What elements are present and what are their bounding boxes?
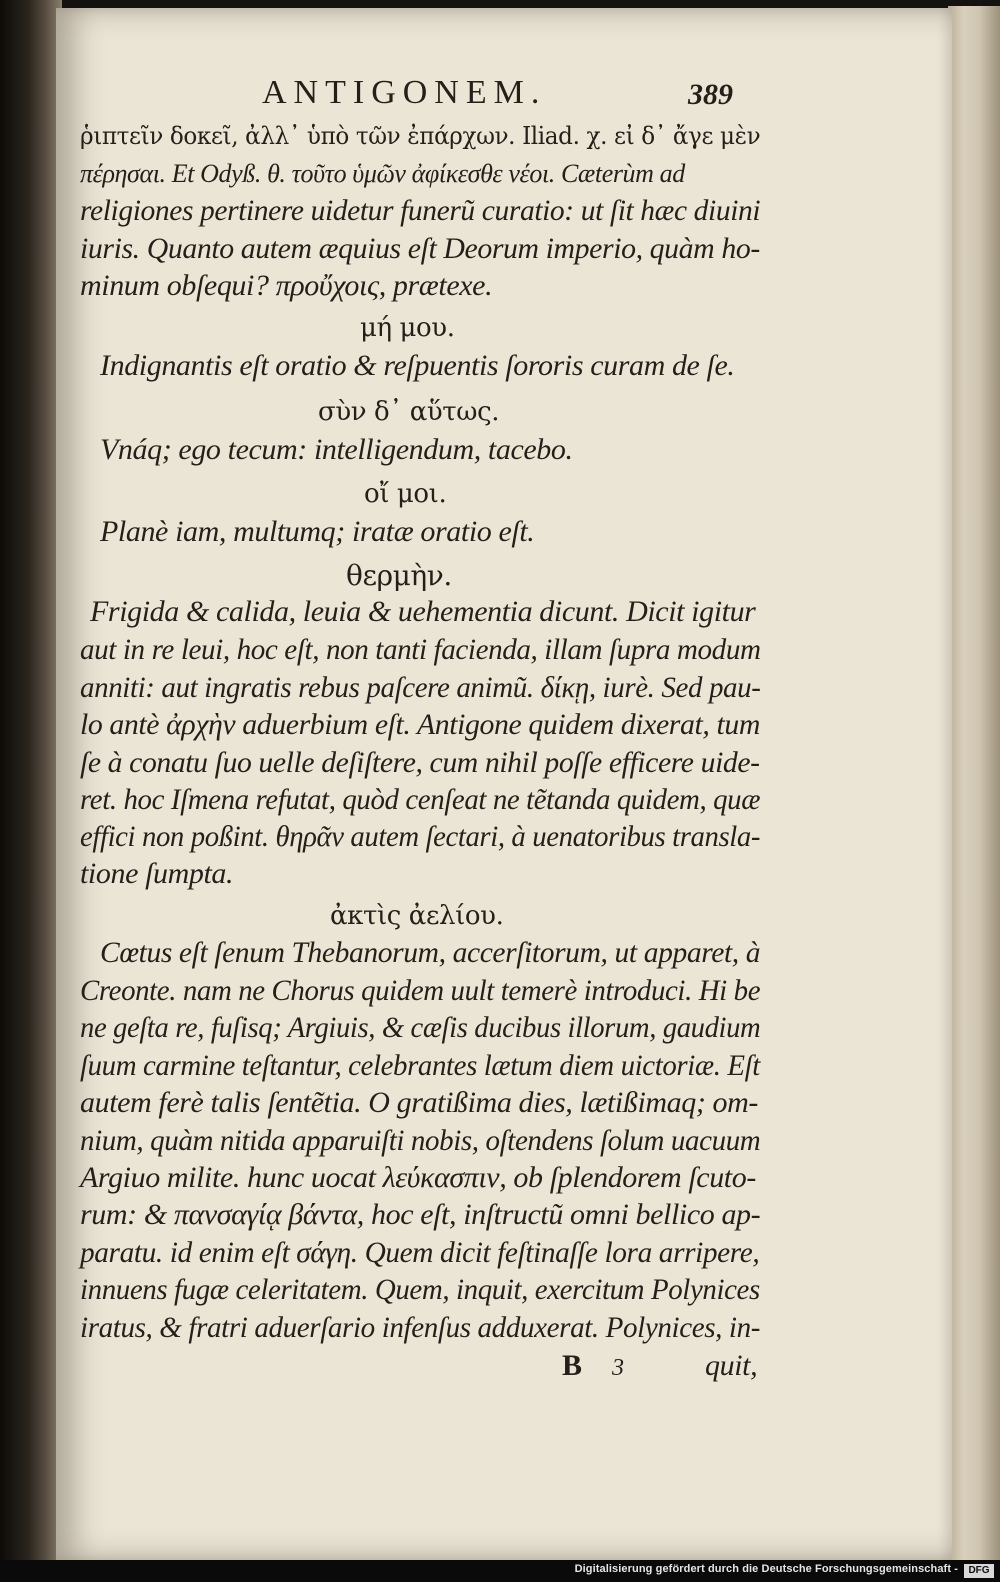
catchword: quit, [705,1349,758,1382]
text-line: tione ſumpta. [80,857,234,890]
greek-heading: ἀκτὶς ἀελίου. [330,901,504,931]
text-line: effici non poßint. θηρᾶν autem ſectari, à uenatoribus transla- [80,820,761,853]
text-line: ſe à conatu ſuo uelle deſiſtere, cum nihil poſſe efficere uide- [80,746,760,779]
signature-number: 3 [612,1355,624,1381]
text-line: aut in re leui, hoc eſt, non tanti facienda, illam ſupra modum [80,633,761,666]
greek-heading: οἴ μοι. [364,479,447,509]
scan-background-left [0,0,62,1560]
text-line: Vnáq; ego tecum: intelligendum, tacebo. [100,433,573,466]
text-line: Creonte. nam ne Chorus quidem uult temerè introduci. Hi be [80,974,761,1007]
text-line: autem ferè talis ſentẽtia. O gratißima dies, lætißimaq; om- [80,1086,759,1119]
page-number: 389 [688,78,733,111]
text-line: ſuum carmine teſtantur, celebrantes lætum diem uictoriæ. Eſt [80,1049,760,1082]
text-line: Argiuo milite. hunc uocat λεύκασπιν, ob ſplendorem ſcuto- [80,1161,756,1194]
dfg-logo: DFG [964,1564,994,1578]
text-line: minum obſequi? προὔχοις, prætexe. [80,269,493,302]
text-line: iuris. Quanto autem æquius eſt Deorum imperio, quàm ho- [80,232,760,265]
text-line: paratu. id enim eſt σάγη. Quem dicit feſtinaſſe lora arripere, [80,1236,760,1269]
text-line: Planè iam, multumq; iratæ oratio eſt. [100,515,535,548]
text-line: Indignantis eſt oratio & reſpuentis ſororis curam de ſe. [100,349,735,382]
text-line: rum: & πανσαγίᾳ βάντα, hoc eſt, inſtructũ omni bellico ap- [80,1198,761,1231]
text-line: innuens fugæ celeritatem. Quem, inquit, exercitum Polynices [80,1273,760,1306]
signature-mark: B [562,1349,582,1382]
digitization-banner [0,1560,1000,1582]
text-line: ne geſta re, fuſisq; Argiuis, & cæſis ducibus illorum, gaudium [80,1011,761,1044]
text-line: ῥιπτεῖν δοκεῖ, ἀλλ᾽ ὑπὸ τῶν ἐπάρχων. Iliad. χ. εἰ δ᾽ ἄγε μὲν [80,122,761,150]
text-line: ret. hoc Iſmena refutat, quòd cenſeat ne tẽtanda quidem, quæ [80,783,761,816]
greek-heading: θερμὴν. [346,559,452,592]
text-line: lo antè ἀρχὴν aduerbium eſt. Antigone quidem dixerat, tum [80,708,760,741]
banner-text: Digitalisierung gefördert durch die Deutsche Forschungsgemeinschaft - [574,1563,958,1575]
text-line: anniti: aut ingratis rebus paſcere animũ. δίκῃ, iurè. Sed pau- [80,671,761,704]
text-line: religiones pertinere uidetur funerũ curatio: ut ſit hæc diuini [80,194,761,227]
text-line: Frigida & calida, leuia & uehementia dicunt. Dicit igitur [90,595,756,628]
greek-heading: μή μου. [360,313,455,343]
page-edge-right [948,6,1000,1562]
text-line: nium, quàm nitida apparuiſti nobis, oſtendens ſolum uacuum [80,1124,761,1157]
text-line: πέρησαι. Et Odyß. θ. τοῦτο ὑμῶν ἀφίκεσθε νέοι. Cæterùm ad [80,159,685,188]
running-title: ANTIGONEM. [262,74,547,111]
greek-heading: σὺν δ᾽ αὕτως. [318,397,500,427]
text-line: iratus, & fratri aduerſario infenſus adduxerat. Polynices, in- [80,1311,761,1344]
text-line: Cœtus eſt ſenum Thebanorum, accerſitorum, ut apparet, à [100,936,761,969]
